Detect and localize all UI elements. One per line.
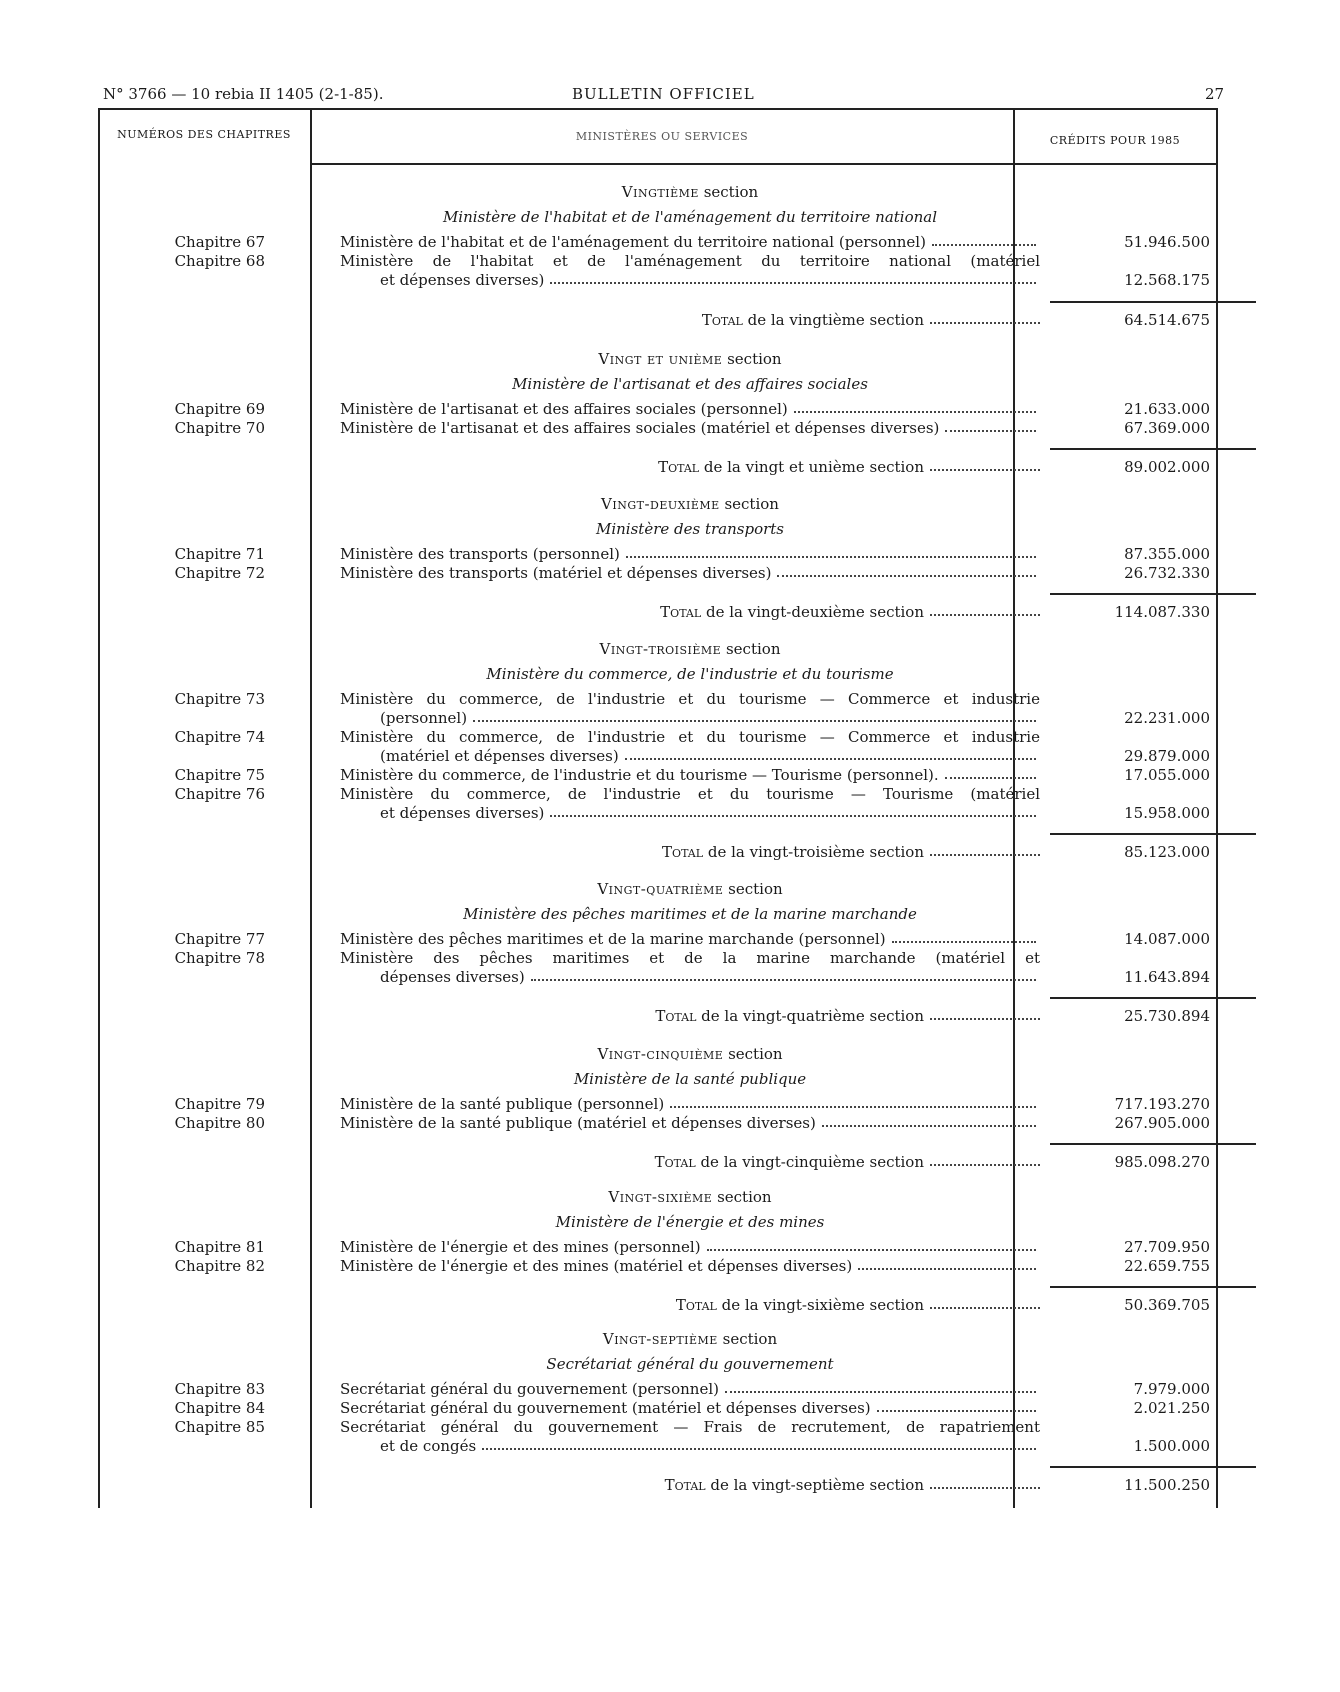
chapter-description-line — [340, 1418, 1040, 1436]
section-total — [320, 311, 1040, 329]
chapter-number: Chapitre 72 — [174, 564, 265, 582]
leader-dots — [930, 1487, 1040, 1489]
description-text: Ministère des pêches maritimes et de la marine marchande (matériel et — [340, 949, 1040, 967]
chapter-number: Chapitre 67 — [174, 233, 265, 251]
chapter-description-line — [380, 968, 1040, 986]
total-label — [665, 1476, 924, 1494]
description-text: (personnel) — [380, 709, 468, 727]
section-word: section — [727, 350, 782, 368]
chapter-description-line — [340, 1095, 1040, 1113]
total-section-name: de la vingtième section — [747, 311, 924, 329]
section-heading — [320, 640, 1060, 658]
chapter-number: Chapitre 74 — [174, 728, 265, 746]
chapter-description-line — [380, 709, 1040, 727]
sum-rule — [1050, 833, 1256, 835]
section-word: section — [724, 495, 779, 513]
leader-dots — [930, 469, 1040, 471]
leader-dots — [945, 777, 1036, 779]
description-text: Ministère du commerce, de l'industrie et du tourisme — Tourisme (personnel). — [340, 766, 939, 784]
description-text: Ministère des transports (personnel) — [340, 545, 620, 563]
chapter-amount: 22.231.000 — [1124, 709, 1210, 727]
total-label — [658, 458, 924, 476]
bulletin-title: BULLETIN OFFICIEL — [572, 85, 755, 103]
chapter-number: Chapitre 75 — [174, 766, 265, 784]
chapter-number: Chapitre 82 — [174, 1257, 265, 1275]
table-top-rule — [98, 108, 1218, 110]
leader-dots — [930, 1018, 1040, 1020]
leader-dots — [625, 758, 1036, 760]
sum-rule — [1050, 1466, 1256, 1468]
leader-dots — [794, 411, 1036, 413]
chapter-amount: 29.879.000 — [1124, 747, 1210, 765]
total-amount: 89.002.000 — [1124, 458, 1210, 476]
description-text: dépenses diverses) — [380, 968, 525, 986]
leader-dots — [877, 1410, 1036, 1412]
chapter-amount: 15.958.000 — [1124, 804, 1210, 822]
total-amount: 985.098.270 — [1114, 1153, 1210, 1171]
total-word: Total — [701, 311, 743, 329]
chapter-amount: 717.193.270 — [1114, 1095, 1210, 1113]
header-bottom-rule — [310, 163, 1216, 165]
total-word: Total — [654, 1153, 696, 1171]
leader-dots — [670, 1106, 1036, 1108]
leader-dots — [531, 979, 1036, 981]
total-section-name: de la vingt-septième section — [710, 1476, 924, 1494]
chapter-amount: 14.087.000 — [1124, 930, 1210, 948]
total-word: Total — [675, 1296, 717, 1314]
section-heading — [320, 1330, 1060, 1348]
description-text: (matériel et dépenses diverses) — [380, 747, 619, 765]
description-text: Secrétariat général du gouvernement — Frais de recrutement, de rapatriement — [340, 1418, 1040, 1436]
leader-dots — [777, 575, 1036, 577]
chapter-description-line — [340, 400, 1040, 418]
chapter-description-line — [340, 1114, 1040, 1132]
ministry-title: Ministère de l'artisanat et des affaires sociales — [512, 375, 868, 393]
description-text: Ministère de la santé publique (matériel et dépenses diverses) — [340, 1114, 816, 1132]
total-word: Total — [664, 1476, 706, 1494]
ministry-title: Ministère des transports — [595, 520, 784, 538]
chapter-description-line — [340, 690, 1040, 708]
section-word: section — [717, 1188, 772, 1206]
chapter-number: Chapitre 69 — [174, 400, 265, 418]
total-section-name: de la vingt-troisième section — [707, 843, 924, 861]
section-ordinal: Vingt-septième — [602, 1330, 718, 1348]
section-total — [320, 1476, 1040, 1494]
description-text: Ministère de l'énergie et des mines (personnel) — [340, 1238, 701, 1256]
total-label — [655, 1153, 924, 1171]
total-amount: 64.514.675 — [1124, 311, 1210, 329]
leader-dots — [945, 430, 1036, 432]
total-label — [676, 1296, 924, 1314]
chapter-description-line — [340, 785, 1040, 803]
section-heading — [320, 1045, 1060, 1063]
section-ordinal: Vingt-quatrième — [597, 880, 724, 898]
chapter-amount: 267.905.000 — [1114, 1114, 1210, 1132]
section-ordinal: Vingt-cinquième — [597, 1045, 724, 1063]
total-amount: 114.087.330 — [1114, 603, 1210, 621]
chapter-description-line — [340, 419, 1040, 437]
leader-dots — [707, 1249, 1036, 1251]
chapter-amount: 7.979.000 — [1133, 1380, 1210, 1398]
sum-rule — [1050, 301, 1256, 303]
sum-rule — [1050, 593, 1256, 595]
column-header-ministries: MINISTÈRES OU SERVICES — [575, 130, 749, 143]
chapter-number: Chapitre 77 — [174, 930, 265, 948]
description-text: Ministère du commerce, de l'industrie et du tourisme — Commerce et industrie — [340, 728, 1040, 746]
chapter-number: Chapitre 68 — [174, 252, 265, 270]
section-ordinal: Vingt-troisième — [599, 640, 722, 658]
chapter-number: Chapitre 78 — [174, 949, 265, 967]
description-text: Ministère de l'artisanat et des affaires sociales (personnel) — [340, 400, 788, 418]
description-text: Ministère du commerce, de l'industrie et du tourisme — Commerce et industrie — [340, 690, 1040, 708]
chapter-amount: 2.021.250 — [1133, 1399, 1210, 1417]
column-header-chapters: NUMÉROS DES CHAPITRES — [117, 128, 291, 141]
leader-dots — [725, 1391, 1036, 1393]
section-word: section — [725, 640, 781, 658]
sum-rule — [1050, 1286, 1256, 1288]
total-amount: 85.123.000 — [1124, 843, 1210, 861]
chapter-amount: 27.709.950 — [1124, 1238, 1210, 1256]
chapter-amount: 21.633.000 — [1124, 400, 1210, 418]
leader-dots — [482, 1448, 1036, 1450]
leader-dots — [892, 941, 1036, 943]
section-ordinal: Vingt et unième — [598, 350, 723, 368]
ministry-title: Ministère de l'habitat et de l'aménagement du territoire national — [442, 208, 938, 226]
ministry-title: Ministère des pêches maritimes et de la marine marchande — [463, 905, 917, 923]
chapter-amount: 1.500.000 — [1133, 1437, 1210, 1455]
leader-dots — [930, 1307, 1040, 1309]
leader-dots — [930, 614, 1040, 616]
chapter-description-line — [380, 1437, 1040, 1455]
section-word: section — [722, 1330, 778, 1348]
description-text: Ministère de l'énergie et des mines (matériel et dépenses diverses) — [340, 1257, 853, 1275]
leader-dots — [932, 244, 1036, 246]
section-heading — [320, 880, 1060, 898]
leader-dots — [626, 556, 1036, 558]
total-label — [655, 1007, 924, 1025]
chapter-description-line — [340, 1380, 1040, 1398]
chapter-description-line — [340, 728, 1040, 746]
total-amount: 50.369.705 — [1124, 1296, 1210, 1314]
description-text: Secrétariat général du gouvernement (personnel) — [340, 1380, 719, 1398]
sum-rule — [1050, 448, 1256, 450]
section-total — [320, 843, 1040, 861]
issue-reference: N° 3766 — 10 rebia II 1405 (2-1-85). — [103, 85, 384, 103]
section-ordinal: Vingt-sixième — [608, 1188, 713, 1206]
description-text: et dépenses diverses) — [380, 271, 545, 289]
chapter-description-line — [340, 545, 1040, 563]
section-total — [320, 1007, 1040, 1025]
total-section-name: de la vingt-cinquième section — [700, 1153, 924, 1171]
section-ordinal: Vingtième — [621, 183, 699, 201]
description-text: Ministère de l'habitat et de l'aménagement du territoire national (personnel) — [340, 233, 926, 251]
chapter-amount: 26.732.330 — [1124, 564, 1210, 582]
leader-dots — [822, 1125, 1036, 1127]
description-text: et de congés — [380, 1437, 477, 1455]
chapter-description-line — [340, 949, 1040, 967]
chapter-number: Chapitre 76 — [174, 785, 265, 803]
chapter-amount: 22.659.755 — [1124, 1257, 1210, 1275]
section-total — [320, 1153, 1040, 1171]
chapter-description-line — [340, 1257, 1040, 1275]
column-divider-1 — [310, 108, 312, 1508]
total-label — [662, 843, 924, 861]
chapter-description-line — [380, 804, 1040, 822]
description-text: Ministère du commerce, de l'industrie et du tourisme — Tourisme (matériel — [340, 785, 1040, 803]
chapter-number: Chapitre 83 — [174, 1380, 265, 1398]
chapter-number: Chapitre 85 — [174, 1418, 265, 1436]
section-heading — [320, 350, 1060, 368]
total-label — [702, 311, 924, 329]
chapter-amount: 67.369.000 — [1124, 419, 1210, 437]
total-word: Total — [660, 603, 702, 621]
description-text: Ministère de l'artisanat et des affaires sociales (matériel et dépenses diverses) — [340, 419, 940, 437]
chapter-amount: 12.568.175 — [1124, 271, 1210, 289]
leader-dots — [473, 720, 1036, 722]
section-word: section — [728, 1045, 783, 1063]
chapter-number: Chapitre 79 — [174, 1095, 265, 1113]
chapter-number: Chapitre 71 — [174, 545, 265, 563]
page-number: 27 — [1205, 85, 1225, 103]
leader-dots — [550, 815, 1036, 817]
column-header-credits: CRÉDITS POUR 1985 — [1049, 134, 1181, 147]
section-heading — [320, 183, 1060, 201]
chapter-description-line — [340, 564, 1040, 582]
leader-dots — [550, 282, 1036, 284]
sum-rule — [1050, 997, 1256, 999]
chapter-number: Chapitre 81 — [174, 1238, 265, 1256]
chapter-description-line — [340, 1238, 1040, 1256]
total-section-name: de la vingt et unième section — [703, 458, 924, 476]
table-left-rule — [98, 108, 100, 1508]
chapter-amount: 87.355.000 — [1124, 545, 1210, 563]
description-text: Secrétariat général du gouvernement (matériel et dépenses diverses) — [340, 1399, 871, 1417]
section-total — [320, 603, 1040, 621]
total-word: Total — [658, 458, 700, 476]
description-text: Ministère des pêches maritimes et de la marine marchande (personnel) — [340, 930, 886, 948]
chapter-amount: 11.643.894 — [1124, 968, 1210, 986]
chapter-amount: 17.055.000 — [1124, 766, 1210, 784]
section-total — [320, 1296, 1040, 1314]
section-total — [320, 458, 1040, 476]
chapter-description-line — [340, 233, 1040, 251]
description-text: et dépenses diverses) — [380, 804, 545, 822]
chapter-number: Chapitre 80 — [174, 1114, 265, 1132]
ministry-title: Secrétariat général du gouvernement — [546, 1355, 834, 1373]
description-text: Ministère de l'habitat et de l'aménagement du territoire national (matériel — [340, 252, 1040, 270]
total-amount: 25.730.894 — [1124, 1007, 1210, 1025]
ministry-title: Ministère de la santé publique — [573, 1070, 807, 1088]
total-amount: 11.500.250 — [1124, 1476, 1210, 1494]
chapter-description-line — [340, 930, 1040, 948]
leader-dots — [930, 322, 1040, 324]
total-word: Total — [662, 843, 704, 861]
chapter-description-line — [340, 252, 1040, 270]
leader-dots — [930, 854, 1040, 856]
total-word: Total — [655, 1007, 697, 1025]
chapter-number: Chapitre 70 — [174, 419, 265, 437]
total-label — [660, 603, 924, 621]
chapter-number: Chapitre 84 — [174, 1399, 265, 1417]
sum-rule — [1050, 1143, 1256, 1145]
leader-dots — [930, 1164, 1040, 1166]
section-word: section — [728, 880, 783, 898]
chapter-description-line — [380, 271, 1040, 289]
chapter-description-line — [340, 766, 1040, 784]
ministry-title: Ministère du commerce, de l'industrie et du tourisme — [486, 665, 894, 683]
ministry-title: Ministère de l'énergie et des mines — [555, 1213, 825, 1231]
section-ordinal: Vingt-deuxième — [601, 495, 720, 513]
total-section-name: de la vingt-quatrième section — [701, 1007, 924, 1025]
chapter-description-line — [380, 747, 1040, 765]
table-right-rule — [1216, 108, 1218, 1508]
chapter-amount: 51.946.500 — [1124, 233, 1210, 251]
description-text: Ministère des transports (matériel et dépenses diverses) — [340, 564, 772, 582]
section-word: section — [703, 183, 759, 201]
chapter-description-line — [340, 1399, 1040, 1417]
leader-dots — [858, 1268, 1036, 1270]
total-section-name: de la vingt-sixième section — [721, 1296, 924, 1314]
description-text: Ministère de la santé publique (personnel) — [340, 1095, 665, 1113]
section-heading — [320, 495, 1060, 513]
section-heading — [320, 1188, 1060, 1206]
total-section-name: de la vingt-deuxième section — [705, 603, 924, 621]
chapter-number: Chapitre 73 — [174, 690, 265, 708]
